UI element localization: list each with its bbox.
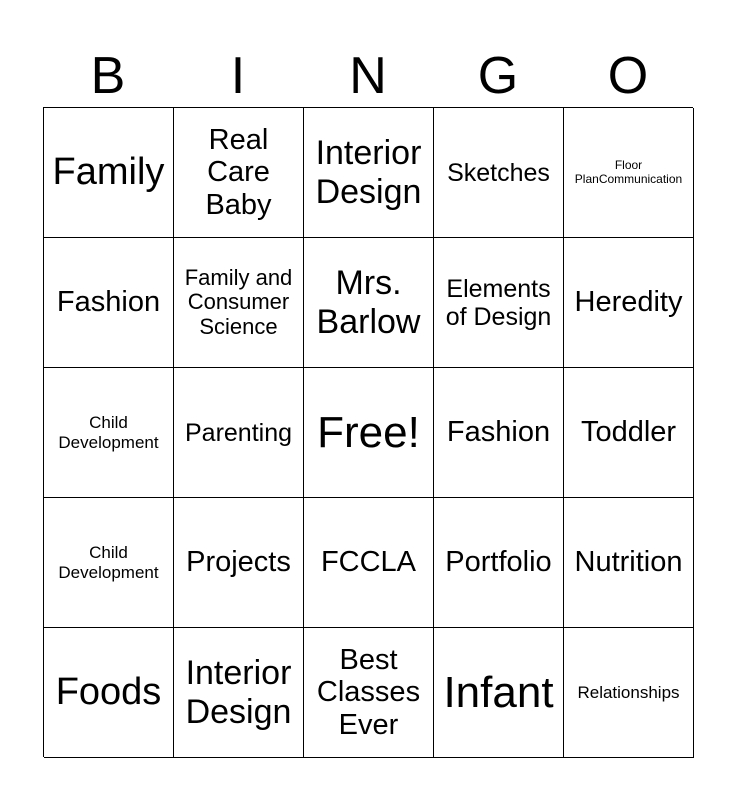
bingo-header [43,44,693,108]
free-space-text: Free! [317,407,420,457]
cell-text: Best Classes Ever [316,643,421,741]
bingo-cell-r5c1[interactable] [44,628,174,758]
bingo-cell-r5c2[interactable] [174,628,304,758]
bingo-cell-r1c1[interactable] [44,108,174,238]
cell-text: Projects [186,546,291,579]
cell-text: Real Care Baby [205,123,272,221]
bingo-board [43,107,693,757]
cell-text: Mrs. Barlow [316,264,421,341]
bingo-cell-r1c3[interactable] [304,108,434,238]
bingo-cell-r5c5[interactable] [564,628,694,758]
cell-text: Interior Design [185,654,292,731]
bingo-cell-r2c3[interactable] [304,238,434,368]
bingo-cell-r3c1[interactable] [44,368,174,498]
cell-text: Heredity [574,286,683,319]
cell-text: Elements of Design [445,274,552,331]
cell-text: Portfolio [445,546,552,579]
bingo-cell-r4c2[interactable] [174,498,304,628]
cell-text: FCCLA [320,546,417,579]
cell-text: Infant [443,667,554,717]
cell-text: Interior Design [315,134,422,211]
cell-text: Relationships [577,682,680,702]
bingo-cell-free[interactable] [304,368,434,498]
cell-text: Child Development [58,413,159,452]
cell-text: Fashion [446,416,551,449]
cell-text: Family [52,151,165,194]
bingo-cell-r3c4[interactable] [434,368,564,498]
header-letter-n: N [349,47,387,105]
cell-text: Toddler [580,416,677,449]
cell-text: Fashion [56,286,161,319]
bingo-cell-r1c4[interactable] [434,108,564,238]
bingo-cell-r2c5[interactable] [564,238,694,368]
cell-text: Foods [55,671,162,714]
cell-text: Parenting [184,418,293,447]
bingo-cell-r4c5[interactable] [564,498,694,628]
bingo-cell-r5c4[interactable] [434,628,564,758]
bingo-cell-r4c3[interactable] [304,498,434,628]
bingo-cell-r3c2[interactable] [174,368,304,498]
cell-text: Nutrition [574,546,683,579]
header-letter-i: I [230,47,246,105]
bingo-cell-r5c3[interactable] [304,628,434,758]
cell-text: Sketches [447,158,550,187]
cell-text: Child Development [58,543,159,582]
bingo-cell-r3c5[interactable] [564,368,694,498]
bingo-cell-r2c4[interactable] [434,238,564,368]
bingo-cell-r4c4[interactable] [434,498,564,628]
bingo-cell-r1c2[interactable] [174,108,304,238]
header-letter-b: B [90,47,126,105]
header-letter-o: O [607,47,649,105]
cell-text: Floor PlanCommunication [574,158,683,186]
bingo-cell-r1c5[interactable] [564,108,694,238]
bingo-cell-r2c1[interactable] [44,238,174,368]
header-letter-g: G [477,47,519,105]
bingo-cell-r2c2[interactable] [174,238,304,368]
bingo-cell-r4c1[interactable] [44,498,174,628]
cell-text: Family and Consumer Science [184,264,293,339]
